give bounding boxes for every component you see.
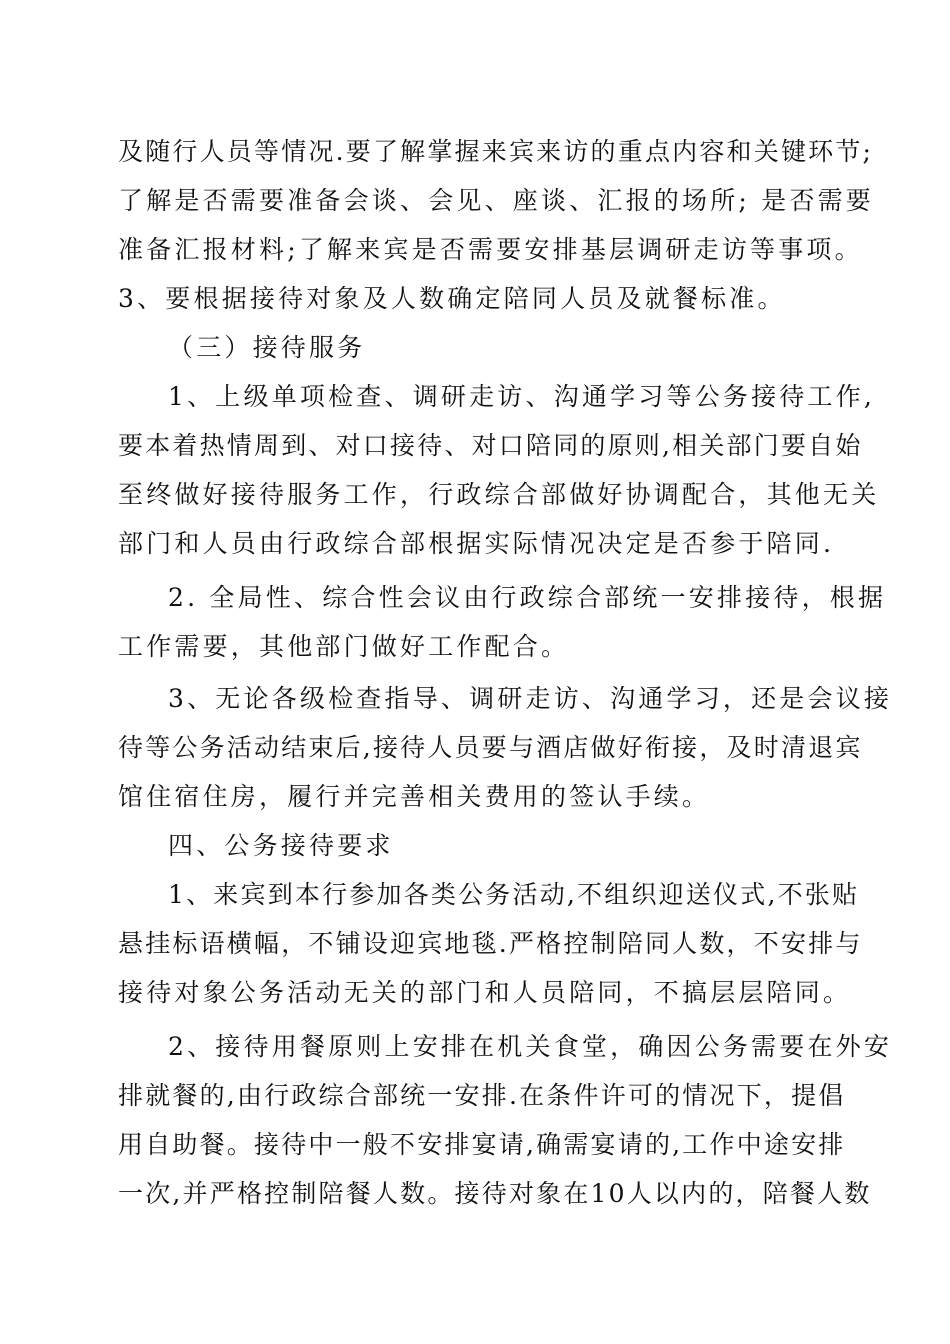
paragraph-line: 2、接待用餐原则上安排在机关食堂，确因公务需要在外安 xyxy=(168,1032,893,1061)
paragraph-line: 工作需要，其他部门做好工作配合。 xyxy=(118,632,570,661)
paragraph-line: 1、上级单项检查、调研走访、沟通学习等公务接待工作, xyxy=(168,382,876,411)
paragraph-line: 馆住宿住房，履行并完善相关费用的签认手续。 xyxy=(118,782,711,811)
paragraph-line: 部门和人员由行政综合部根据实际情况决定是否参于陪同. xyxy=(118,529,835,558)
paragraph-line: 用自助餐。接待中一般不安排宴请,确需宴请的,工作中途安排 xyxy=(118,1130,846,1159)
paragraph-line: 排就餐的,由行政综合部统一安排.在条件许可的情况下，提倡 xyxy=(118,1081,846,1110)
section-heading: （三）接待服务 xyxy=(168,333,366,362)
paragraph-line: 接待对象公务活动无关的部门和人员陪同，不搞层层陪同。 xyxy=(118,978,852,1007)
paragraph-line: 准备汇报材料;了解来宾是否需要安排基层调研走访等事项。 xyxy=(118,235,863,264)
paragraph-line: 2. 全局性、综合性会议由行政综合部统一安排接待，根据 xyxy=(168,583,887,612)
section-heading: 四、公务接待要求 xyxy=(168,831,394,860)
paragraph-line: 悬挂标语横幅，不铺设迎宾地毯.严格控制陪同人数，不安排与 xyxy=(118,929,863,958)
paragraph-line: 待等公务活动结束后,接待人员要与酒店做好衔接，及时清退宾 xyxy=(118,733,863,762)
paragraph-line: 及随行人员等情况.要了解掌握来宾来访的重点内容和关键环节; xyxy=(118,137,874,166)
paragraph-line: 了解是否需要准备会谈、会见、座谈、汇报的场所; 是否需要 xyxy=(118,186,874,215)
paragraph-line: 至终做好接待服务工作，行政综合部做好协调配合，其他无关 xyxy=(118,480,880,509)
paragraph-line: 3、要根据接待对象及人数确定陪同人员及就餐标准。 xyxy=(118,284,786,313)
paragraph-line: 3、无论各级检查指导、调研走访、沟通学习，还是会议接 xyxy=(168,684,893,713)
paragraph-line: 要本着热情周到、对口接待、对口陪同的原则,相关部门要自始 xyxy=(118,431,863,460)
paragraph-line: 一次,并严格控制陪餐人数。接待对象在10人以内的，陪餐人数 xyxy=(118,1179,872,1208)
paragraph-line: 1、来宾到本行参加各类公务活动,不组织迎送仪式,不张贴 xyxy=(168,880,860,909)
